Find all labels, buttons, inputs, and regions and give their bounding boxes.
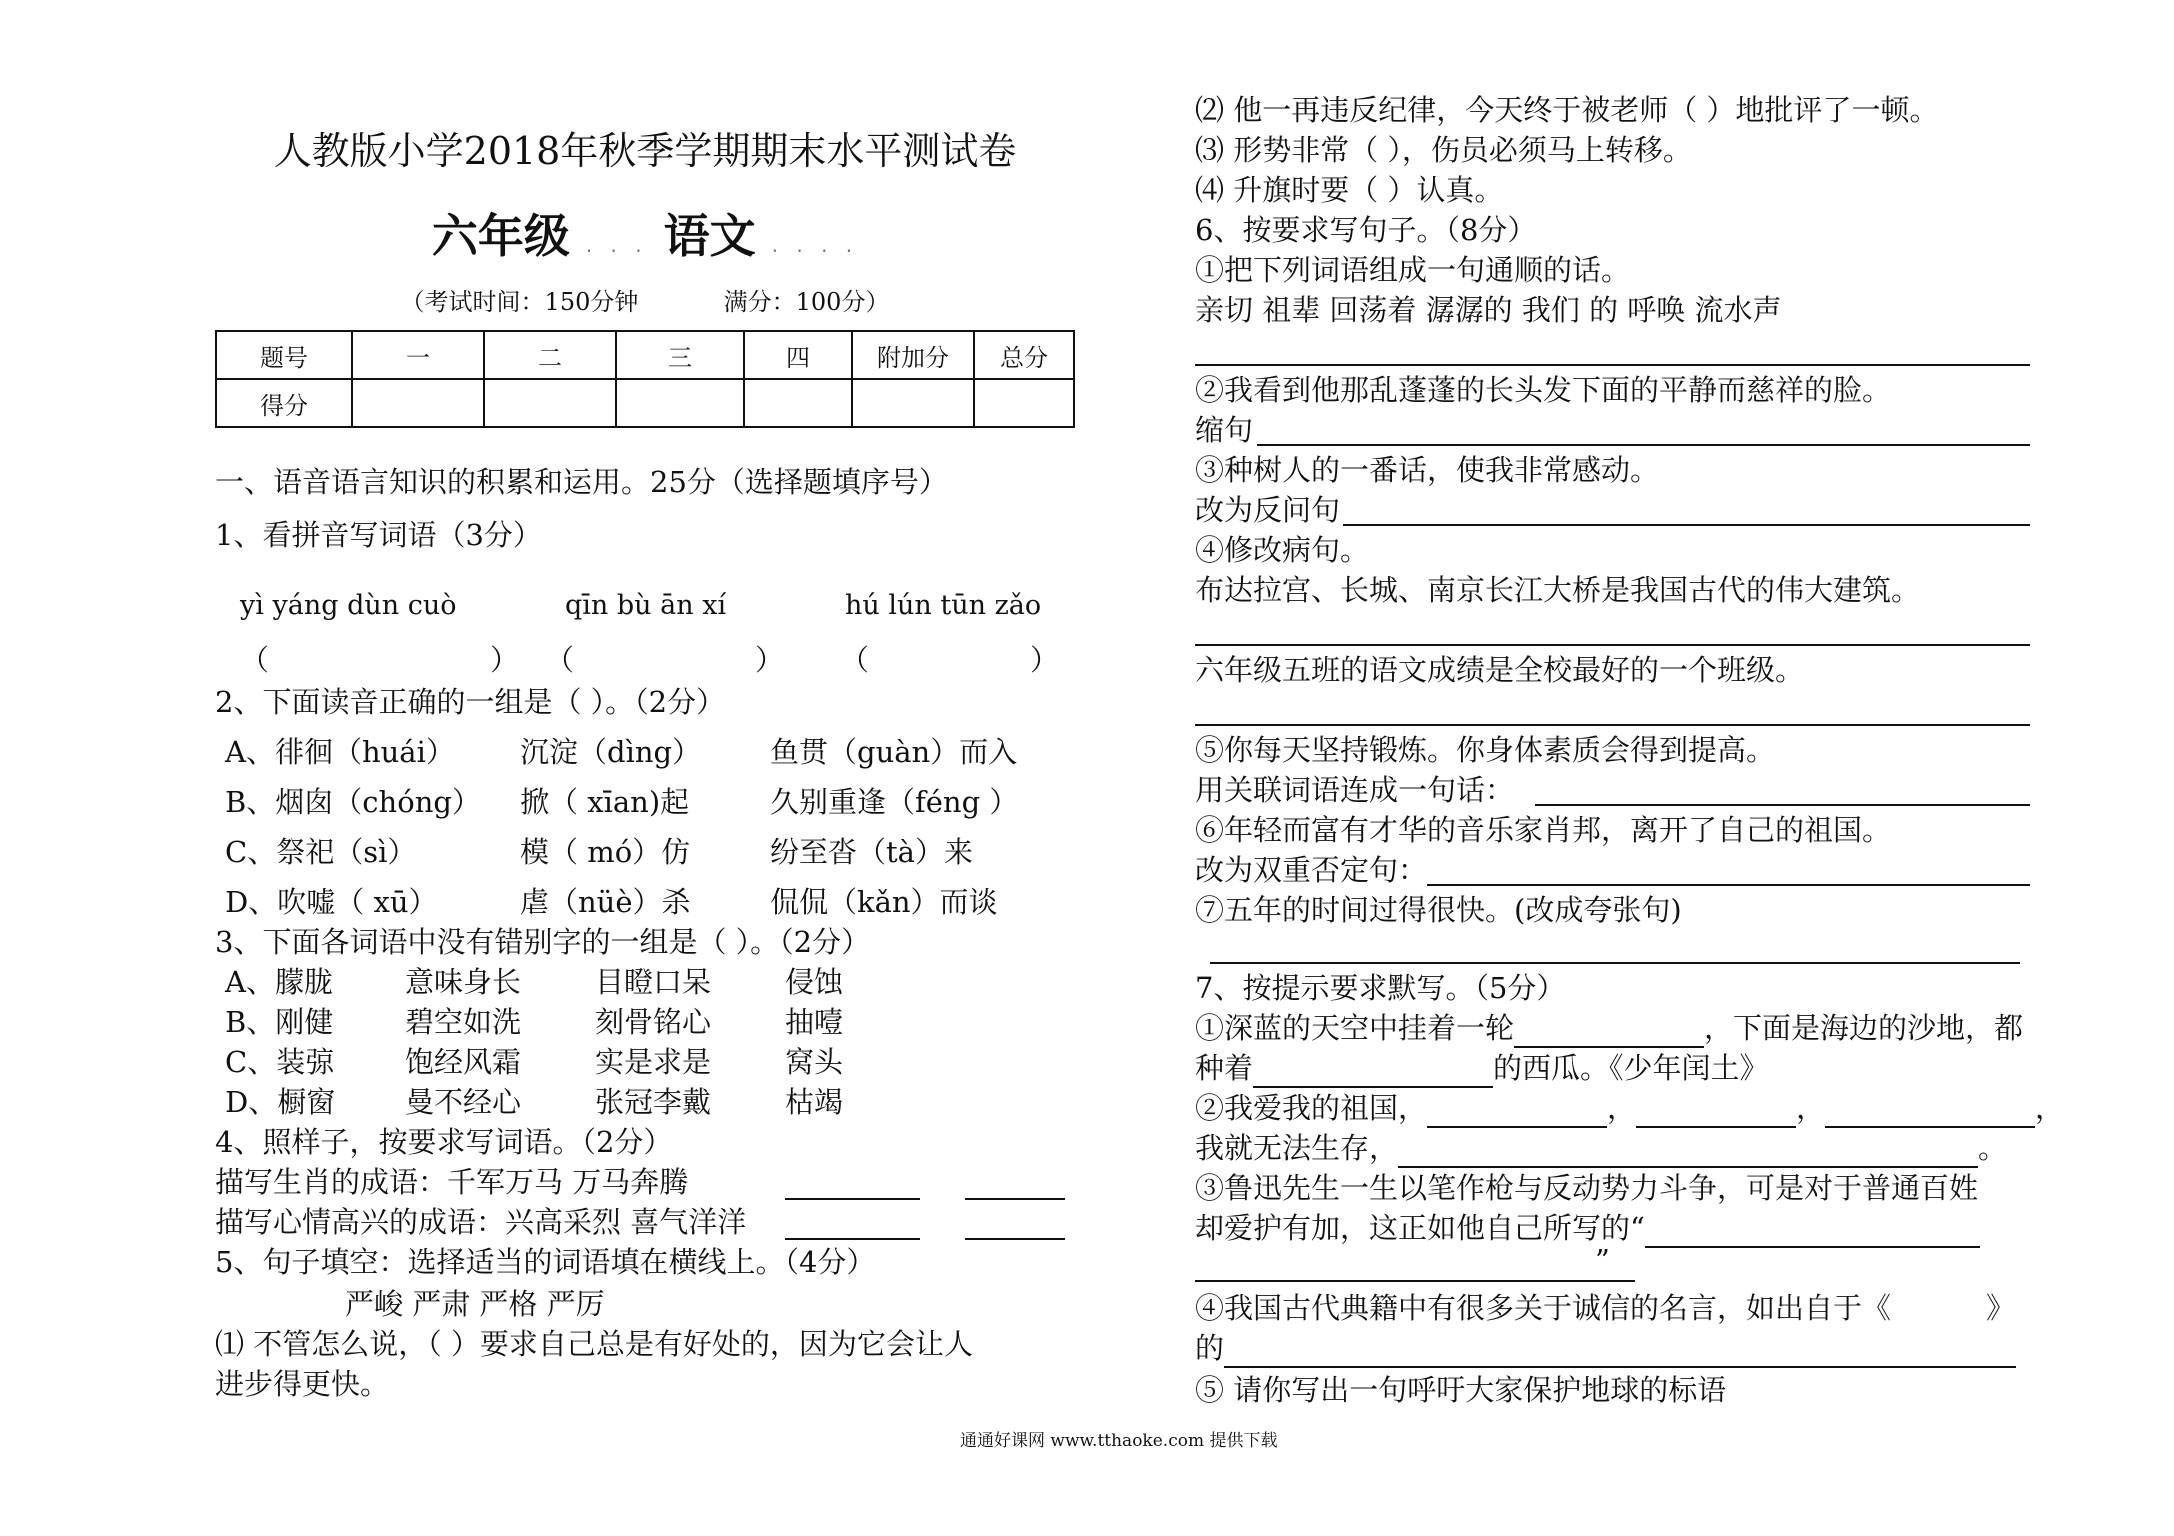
- q7-4-text: ④我国古代典籍中有很多关于诚信的名言，如出自于《: [1195, 1291, 1892, 1325]
- q6-4a-sentence: 布达拉宫、长城、南京长江大桥是我国古代的伟大建筑。: [1195, 573, 1921, 607]
- q7-5-prompt: ⑤ 请你写出一句呼吁大家保护地球的标语: [1195, 1373, 1727, 1407]
- table-cell: 得分: [216, 379, 352, 427]
- answer-blank[interactable]: [965, 1198, 1065, 1200]
- left-column: [215, 0, 1075, 1536]
- q6-1-words: 亲切 祖辈 回荡着 潺潺的 我们 的 呼唤 流水声: [1195, 293, 1782, 327]
- bracket: （: [545, 643, 575, 677]
- answer-blank[interactable]: [965, 1238, 1065, 1240]
- q3-option: 碧空如洗: [405, 1005, 522, 1039]
- exam-time: （考试时间：150分钟: [400, 288, 639, 316]
- q6-3-label: 改为反问句: [1195, 493, 1341, 527]
- score-input-cell[interactable]: [744, 379, 852, 427]
- q2-option: 久别重逢（féng ）: [770, 785, 1019, 819]
- q2-heading: 2、下面读音正确的一组是（ ）。（2分）: [215, 685, 726, 719]
- q3-option: 目瞪口呆: [595, 965, 712, 999]
- bracket: （: [240, 643, 270, 677]
- q3-option: 枯竭: [785, 1085, 844, 1119]
- answer-line[interactable]: [1535, 804, 2030, 806]
- q7-1-text: 的西瓜。《少年闰土》: [1493, 1051, 1769, 1085]
- answer-blank[interactable]: [1253, 1056, 1493, 1088]
- score-input-cell[interactable]: [484, 379, 616, 427]
- q7-1-line1: [1195, 1008, 2023, 1048]
- table-cell: 一: [352, 331, 484, 379]
- q6-2-label: 缩句: [1195, 413, 1254, 447]
- section1-heading: 一、语音语言知识的积累和运用。25分（选择题填序号）: [215, 465, 948, 499]
- right-column: [1195, 0, 2065, 1536]
- q7-2-text: ②我爱我的祖国，: [1195, 1091, 1428, 1125]
- q3-option: 意味身长: [405, 965, 522, 999]
- q4-line2: [215, 1202, 746, 1242]
- table-cell: 四: [744, 331, 852, 379]
- q7-4-text: 》: [1986, 1291, 2016, 1325]
- q1-heading: 1、看拼音写词语（3分）: [215, 518, 542, 552]
- q7-2-line2: 我就无法生存， 。: [1195, 1128, 2007, 1168]
- answer-line[interactable]: [1427, 884, 2030, 886]
- q3-option: 饱经风霜: [405, 1045, 522, 1079]
- full-score: 满分：100分）: [723, 288, 890, 316]
- answer-line[interactable]: [1195, 1280, 1635, 1282]
- q7-2-text: 我就无法生存，: [1195, 1131, 1399, 1165]
- q6-heading: 6、按要求写句子。（8分）: [1195, 213, 1537, 247]
- q5-sentence1a: ⑴ 不管怎么说，（ ）要求自己总是有好处的，因为它会让人: [215, 1327, 973, 1361]
- table-cell: 附加分: [852, 331, 974, 379]
- q5-sentence1b: 进步得更快。: [215, 1367, 390, 1401]
- score-input-cell[interactable]: [974, 379, 1074, 427]
- q6-1-prompt: ①把下列词语组成一句通顺的话。: [1195, 253, 1631, 287]
- q3-option: 实是求是: [595, 1045, 712, 1079]
- q7-1-line2: [1195, 1048, 1769, 1088]
- q6-2-prompt: ②我看到他那乱蓬蓬的长头发下面的平静而慈祥的脸。: [1195, 373, 1892, 407]
- answer-line[interactable]: [1195, 364, 2030, 366]
- grade-label: 六年级: [431, 209, 570, 263]
- q3-option: 曼不经心: [405, 1085, 522, 1119]
- q7-3-line2: [1195, 1208, 1980, 1248]
- pinyin-3: hú lún tūn zǎo: [845, 590, 1042, 621]
- bracket: ）: [1030, 643, 1060, 677]
- q2-option: 鱼贯（guàn）而入: [770, 735, 1018, 769]
- q2-option: 纷至沓（tà）来: [770, 835, 973, 869]
- footer-source: 通通好课网 www.tthaoke.com 提供下载: [960, 1431, 1278, 1451]
- score-table: [215, 330, 1075, 428]
- table-row: [216, 331, 1074, 379]
- q7-4-text: 的: [1195, 1331, 1225, 1365]
- pinyin-2: qīn bù ān xí: [565, 590, 727, 621]
- q5-sentence4: ⑷ 升旗时要（ ）认真。: [1195, 173, 1504, 207]
- q2-option: A、徘徊（huái）: [225, 735, 455, 769]
- table-cell: 总分: [974, 331, 1074, 379]
- q6-6-label: 改为双重否定句：: [1195, 853, 1428, 887]
- q6-7-prompt: ⑦五年的时间过得很快。(改成夸张句): [1195, 893, 1682, 927]
- exam-subtitle: [215, 200, 1075, 266]
- q7-4-line2: [1195, 1328, 2016, 1368]
- table-cell: 题号: [216, 331, 352, 379]
- answer-line[interactable]: [1195, 644, 2030, 646]
- q6-4-prompt: ④修改病句。: [1195, 533, 1370, 567]
- answer-line[interactable]: [1343, 524, 2030, 526]
- answer-blank[interactable]: [1224, 1336, 2016, 1368]
- q6-6-prompt: ⑥年轻而富有才华的音乐家肖邦，离开了自己的祖国。: [1195, 813, 1892, 847]
- exam-title: 人教版小学2018年秋季学期期末水平测试卷: [273, 129, 1017, 173]
- q5-heading: 5、句子填空：选择适当的词语填在横线上。（4分）: [215, 1245, 876, 1279]
- q2-option: D、吹嘘（ xū）: [225, 885, 438, 919]
- q2-option: B、烟囱（chóng）: [225, 785, 481, 819]
- score-input-cell[interactable]: [616, 379, 744, 427]
- q2-option: 沉淀（dìng）: [520, 735, 702, 769]
- q3-option: D、橱窗: [225, 1085, 336, 1119]
- q3-option: 侵蚀: [785, 965, 844, 999]
- q3-option: 窝头: [785, 1045, 844, 1079]
- q2-option: 侃侃（kǎn）而谈: [770, 885, 998, 919]
- q7-1-text: ①深蓝的天空中挂着一轮: [1195, 1011, 1515, 1045]
- q2-option: C、祭祀（sì）: [225, 835, 417, 869]
- table-row: [216, 379, 1074, 427]
- q6-5-prompt: ⑤你每天坚持锻炼。你身体素质会得到提高。: [1195, 733, 1776, 767]
- q2-option: 掀（ xīan)起: [520, 785, 690, 819]
- q3-heading: 3、下面各词语中没有错别字的一组是（ ）。（2分）: [215, 925, 871, 959]
- answer-blank[interactable]: [785, 1198, 920, 1200]
- q4-heading: 4、照样子，按要求写词语。（2分）: [215, 1125, 673, 1159]
- exam-info: [215, 282, 1075, 317]
- q4-line1-text: 描写生肖的成语：千军万马 万马奔腾: [215, 1165, 689, 1199]
- q7-2-line1: ②我爱我的祖国， ， ， ，: [1195, 1088, 2064, 1128]
- pinyin-1: yì yáng dùn cuò: [240, 590, 457, 621]
- answer-blank[interactable]: [1825, 1096, 2035, 1128]
- q3-option: 刻骨铭心: [595, 1005, 712, 1039]
- answer-blank[interactable]: [1514, 1016, 1704, 1048]
- answer-line[interactable]: [1195, 724, 2030, 726]
- closing-quote: ”: [1595, 1243, 1610, 1277]
- q4-line2-text: 描写心情高兴的成语：兴高采烈 喜气洋洋: [215, 1205, 747, 1239]
- q6-5-label: 用关联词语连成一句话：: [1195, 773, 1515, 807]
- q3-option: B、刚健: [225, 1005, 334, 1039]
- bracket: ）: [755, 643, 785, 677]
- answer-blank[interactable]: [1398, 1136, 1978, 1168]
- answer-line[interactable]: [1210, 962, 2020, 964]
- q7-heading: 7、按提示要求默写。（5分）: [1195, 971, 1566, 1005]
- q5-sentence2: ⑵ 他一再违反纪律，今天终于被老师（ ）地批评了一顿。: [1195, 93, 1939, 127]
- table-cell: 三: [616, 331, 744, 379]
- q7-4-line1: [1195, 1288, 2015, 1328]
- q4-line1: [215, 1162, 688, 1202]
- q5-sentence3: ⑶ 形势非常（ ），伤员必须马上转移。: [1195, 133, 1692, 167]
- q3-option: A、朦胧: [225, 965, 333, 999]
- q7-1-text: 种着: [1195, 1051, 1254, 1085]
- bracket: （: [840, 643, 870, 677]
- q6-4b-sentence: 六年级五班的语文成绩是全校最好的一个班级。: [1195, 653, 1805, 687]
- score-input-cell[interactable]: [852, 379, 974, 427]
- q7-3-line1: ③鲁迅先生一生以笔作枪与反动势力斗争，可是对于普通百姓: [1195, 1171, 1979, 1205]
- q7-3-text: 却爱护有加，这正如他自己所写的“: [1195, 1211, 1645, 1245]
- dot-separator: . . .: [585, 233, 648, 257]
- answer-blank[interactable]: [1427, 1096, 1607, 1128]
- answer-blank[interactable]: [1645, 1216, 1980, 1248]
- answer-blank[interactable]: [1636, 1096, 1796, 1128]
- answer-blank[interactable]: [785, 1238, 920, 1240]
- bracket: ）: [490, 643, 520, 677]
- q5-word-choices: 严峻 严肃 严格 严厉: [345, 1287, 605, 1321]
- q6-3-prompt: ③种树人的一番话，使我非常感动。: [1195, 453, 1660, 487]
- score-input-cell[interactable]: [352, 379, 484, 427]
- q3-option: C、装弶: [225, 1045, 335, 1079]
- table-cell: 二: [484, 331, 616, 379]
- answer-line[interactable]: [1257, 444, 2030, 446]
- q3-option: 抽噎: [785, 1005, 844, 1039]
- q3-option: 张冠李戴: [595, 1085, 712, 1119]
- q7-1-text: ，下面是海边的沙地，都: [1704, 1011, 2024, 1045]
- q2-option: 虐（nüè）杀: [520, 885, 691, 919]
- q2-option: 模（ mó）仿: [520, 835, 691, 869]
- subject-label: 语文: [663, 209, 756, 263]
- dot-separator: . . . .: [771, 233, 859, 257]
